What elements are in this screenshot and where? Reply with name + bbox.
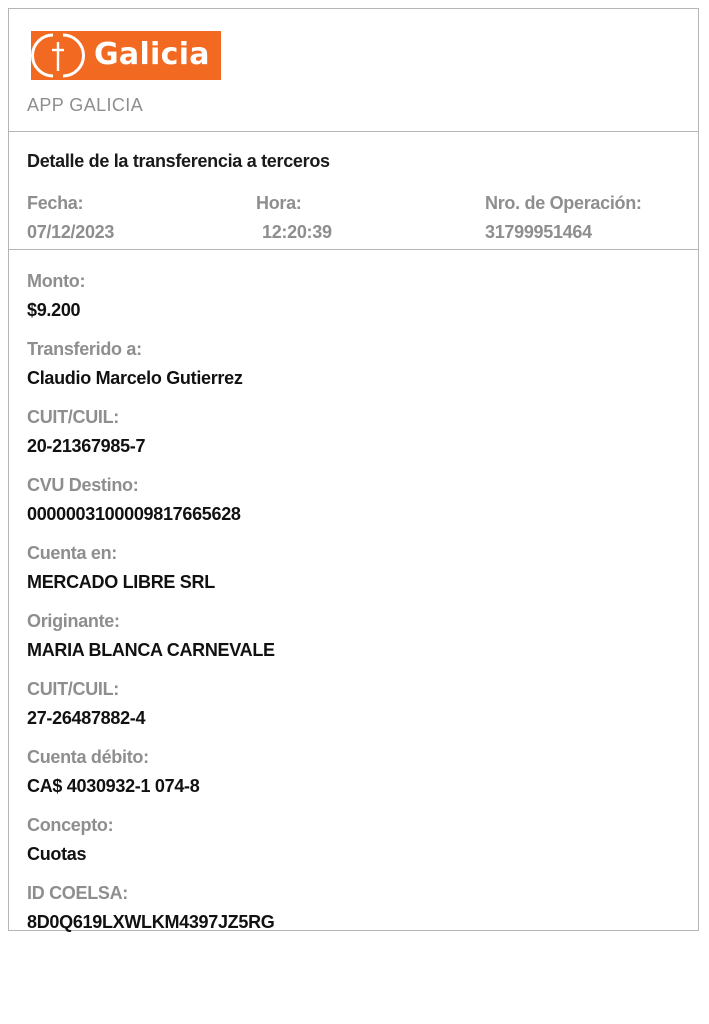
fecha-label: Fecha:: [27, 193, 84, 213]
field-label: CUIT/CUIL:: [27, 679, 119, 699]
field-cvu-destino: [27, 474, 677, 542]
field-monto: [27, 270, 677, 338]
field-value: $9.200: [27, 300, 81, 320]
operacion-value: 31799951464: [485, 222, 592, 242]
field-label: CUIT/CUIL:: [27, 407, 119, 427]
hora-value: 12:20:39: [262, 222, 332, 242]
galicia-logo: [31, 31, 221, 80]
receipt-header: [9, 9, 698, 132]
field-label: Cuenta débito:: [27, 747, 149, 767]
receipt-title: Detalle de la transferencia a terceros: [27, 151, 330, 171]
fecha-value: 07/12/2023: [27, 222, 115, 242]
field-value: 20-21367985-7: [27, 436, 146, 456]
field-value: 8D0Q619LXWLKM4397JZ5RG: [27, 912, 275, 932]
field-label: ID COELSA:: [27, 883, 129, 903]
field-transferido-a: [27, 338, 677, 406]
field-id-coelsa: [27, 882, 677, 950]
field-concepto: [27, 814, 677, 882]
field-value: 0000003100009817665628: [27, 504, 241, 524]
field-label: Originante:: [27, 611, 120, 631]
app-name: APP GALICIA: [27, 95, 144, 115]
field-label: Cuenta en:: [27, 543, 118, 563]
field-label: Monto:: [27, 271, 86, 291]
field-originante: [27, 610, 677, 678]
galicia-logo-text: Galicia: [94, 37, 210, 72]
field-label: CVU Destino:: [27, 475, 139, 495]
field-value: 27-26487882-4: [27, 708, 146, 728]
field-value: MARIA BLANCA CARNEVALE: [27, 640, 275, 660]
field-cuenta-debito: [27, 746, 677, 814]
field-cuit-destino: [27, 406, 677, 474]
operacion-label: Nro. de Operación:: [485, 193, 642, 213]
transfer-details: [27, 270, 677, 950]
field-cuit-originante: [27, 678, 677, 746]
field-value: Cuotas: [27, 844, 87, 864]
field-label: Transferido a:: [27, 339, 142, 359]
transfer-receipt: [8, 8, 699, 931]
transfer-summary: [9, 131, 698, 250]
field-value: CA$ 4030932-1 074-8: [27, 776, 200, 796]
field-cuenta-en: [27, 542, 677, 610]
hora-label: Hora:: [256, 193, 302, 213]
field-value: MERCADO LIBRE SRL: [27, 572, 215, 592]
field-label: Concepto:: [27, 815, 114, 835]
field-value: Claudio Marcelo Gutierrez: [27, 368, 243, 388]
